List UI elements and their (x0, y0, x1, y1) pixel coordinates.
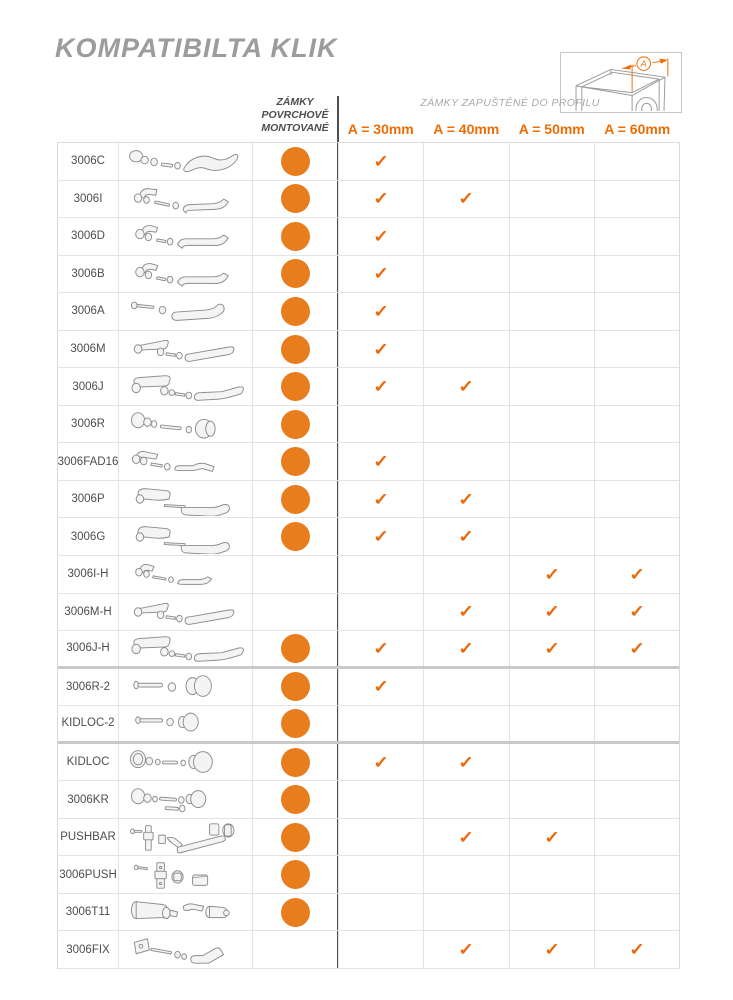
check-cell-a60mm (595, 518, 679, 555)
check-cell-a40mm (424, 931, 509, 968)
table-row (58, 631, 679, 669)
check-cell-a60mm (595, 894, 679, 931)
check-cell-a30mm (339, 256, 424, 293)
product-drawing (119, 781, 253, 818)
check-cell-a60mm (595, 819, 679, 856)
check-cell-a40mm (424, 181, 509, 218)
check-cell-a50mm (510, 706, 595, 741)
check-cell-a50mm (510, 931, 595, 968)
check-icon: ✓ (373, 489, 389, 509)
product-drawing (119, 481, 253, 518)
exploded-view-icon (123, 933, 249, 967)
surface-mount-cell (253, 594, 339, 631)
check-icon: ✓ (543, 827, 560, 847)
check-cell-a60mm (595, 443, 679, 480)
model-label: 3006I (58, 181, 119, 218)
check-cell-a40mm (424, 256, 509, 293)
check-cell-a60mm (595, 594, 679, 631)
check-cell-a30mm (339, 406, 424, 443)
size-column-header: A = 40mm (433, 121, 500, 137)
check-cell-a60mm (595, 293, 679, 330)
check-icon: ✓ (458, 940, 475, 960)
check-cell-a30mm (339, 518, 424, 555)
table-row (58, 706, 679, 744)
table-row (58, 181, 679, 219)
product-drawing (119, 443, 253, 480)
surface-mount-dot (281, 372, 310, 401)
product-drawing (119, 819, 253, 856)
check-icon: ✓ (373, 752, 389, 772)
exploded-view-icon (123, 482, 249, 516)
page-title: KOMPATIBILTA KLIK (55, 33, 338, 63)
product-drawing (119, 406, 253, 443)
check-cell-a50mm (510, 556, 595, 593)
check-icon: ✓ (543, 602, 560, 622)
table-row (58, 331, 679, 369)
check-cell-a50mm (510, 443, 595, 480)
table-row (58, 744, 679, 782)
surface-mount-cell (253, 406, 339, 443)
surface-mount-cell (253, 518, 339, 555)
table-row (58, 368, 679, 406)
check-icon: ✓ (373, 189, 389, 209)
surface-mount-dot (281, 522, 310, 551)
check-icon: ✓ (543, 564, 560, 584)
table-row (58, 669, 679, 707)
exploded-view-icon (123, 219, 249, 253)
surface-mount-cell (253, 556, 339, 593)
product-drawing (119, 331, 253, 368)
table-row (58, 481, 679, 519)
check-icon: ✓ (373, 677, 389, 697)
check-cell-a40mm (424, 406, 509, 443)
surface-mount-cell (253, 669, 339, 706)
model-label: 3006D (58, 218, 119, 255)
exploded-view-icon (123, 332, 249, 366)
surface-mount-cell (253, 744, 339, 781)
product-drawing (119, 856, 253, 893)
table-row (58, 556, 679, 594)
check-cell-a30mm (339, 819, 424, 856)
check-cell-a40mm (424, 368, 509, 405)
check-icon: ✓ (373, 527, 389, 547)
surface-mount-dot (281, 184, 310, 213)
check-cell-a30mm (339, 368, 424, 405)
check-icon: ✓ (458, 489, 475, 509)
check-cell-a30mm (339, 856, 424, 893)
check-icon: ✓ (458, 752, 475, 772)
size-column-header: A = 50mm (518, 121, 585, 137)
model-label: 3006R-2 (58, 669, 119, 706)
check-cell-a40mm (424, 631, 509, 666)
check-cell-a60mm (595, 181, 679, 218)
surface-mount-dot (281, 860, 310, 889)
table-row (58, 143, 679, 181)
dimension-a-label: A (640, 58, 647, 69)
exploded-view-icon (123, 595, 249, 629)
product-drawing (119, 556, 253, 593)
model-label: 3006T11 (58, 894, 119, 931)
check-cell-a40mm (424, 143, 509, 180)
check-cell-a50mm (510, 406, 595, 443)
exploded-view-icon (123, 407, 249, 441)
check-cell-a30mm (339, 931, 424, 968)
check-icon: ✓ (458, 377, 475, 397)
check-icon: ✓ (373, 339, 389, 359)
model-label: 3006I-H (58, 556, 119, 593)
surface-mounted-header: ZÁMKY POVRCHOVĚ MONTOVANÉ (261, 96, 329, 134)
check-cell-a50mm (510, 894, 595, 931)
check-cell-a30mm (339, 894, 424, 931)
model-label: 3006R (58, 406, 119, 443)
exploded-view-icon (123, 294, 249, 328)
check-cell-a60mm (595, 331, 679, 368)
check-cell-a40mm (424, 481, 509, 518)
size-column-header: A = 30mm (347, 121, 414, 137)
check-icon: ✓ (373, 226, 389, 246)
model-label: 3006P (58, 481, 119, 518)
surface-mount-cell (253, 218, 339, 255)
surface-mount-cell (253, 293, 339, 330)
exploded-view-icon (123, 858, 249, 892)
product-drawing (119, 894, 253, 931)
product-drawing (119, 293, 253, 330)
check-cell-a40mm (424, 706, 509, 741)
check-cell-a40mm (424, 856, 509, 893)
product-drawing (119, 706, 253, 741)
model-label: 3006FAD16 (58, 443, 119, 480)
check-cell-a40mm (424, 218, 509, 255)
check-cell-a40mm (424, 781, 509, 818)
check-cell-a30mm (339, 556, 424, 593)
surface-mount-dot (281, 447, 310, 476)
exploded-view-icon (123, 557, 249, 591)
surface-mount-cell (253, 443, 339, 480)
check-cell-a30mm (339, 744, 424, 781)
check-icon: ✓ (629, 638, 645, 658)
surface-mount-dot (281, 823, 310, 852)
model-label: 3006KR (58, 781, 119, 818)
check-cell-a60mm (595, 256, 679, 293)
check-icon: ✓ (629, 602, 645, 622)
check-cell-a60mm (595, 631, 679, 666)
check-cell-a60mm (595, 218, 679, 255)
check-icon: ✓ (458, 638, 475, 658)
check-cell-a30mm (339, 481, 424, 518)
product-drawing (119, 744, 253, 781)
check-cell-a50mm (510, 143, 595, 180)
table-row (58, 293, 679, 331)
model-label: 3006FIX (58, 931, 119, 968)
check-icon: ✓ (373, 377, 389, 397)
surface-mount-cell (253, 894, 339, 931)
check-cell-a50mm (510, 293, 595, 330)
model-label: 3006B (58, 256, 119, 293)
table-row (58, 856, 679, 894)
surface-mount-dot (281, 672, 310, 701)
check-icon: ✓ (458, 527, 475, 547)
surface-mount-dot (281, 410, 310, 439)
exploded-view-icon (123, 257, 249, 291)
exploded-view-icon (123, 783, 249, 817)
product-drawing (119, 594, 253, 631)
check-cell-a40mm (424, 293, 509, 330)
check-cell-a30mm (339, 594, 424, 631)
check-cell-a40mm (424, 556, 509, 593)
check-cell-a50mm (510, 368, 595, 405)
exploded-view-icon (123, 144, 249, 178)
check-cell-a40mm (424, 894, 509, 931)
check-cell-a40mm (424, 744, 509, 781)
check-cell-a30mm (339, 143, 424, 180)
surface-mount-cell (253, 331, 339, 368)
model-label: 3006J (58, 368, 119, 405)
check-cell-a30mm (339, 669, 424, 706)
surface-mount-dot (281, 485, 310, 514)
surface-mount-cell (253, 819, 339, 856)
surface-mount-dot (281, 297, 310, 326)
check-cell-a50mm (510, 744, 595, 781)
surface-mount-dot (281, 634, 310, 663)
check-icon: ✓ (373, 638, 389, 658)
exploded-view-icon (123, 670, 249, 704)
model-label: PUSHBAR (58, 819, 119, 856)
table-row (58, 218, 679, 256)
check-cell-a50mm (510, 518, 595, 555)
table-row (58, 781, 679, 819)
exploded-view-icon (123, 631, 249, 665)
model-label: 3006M (58, 331, 119, 368)
check-cell-a60mm (595, 143, 679, 180)
compatibility-table (57, 142, 680, 969)
check-cell-a60mm (595, 406, 679, 443)
model-label: 3006PUSH (58, 856, 119, 893)
product-drawing (119, 631, 253, 666)
size-column-headers (338, 117, 680, 141)
check-cell-a30mm (339, 331, 424, 368)
table-row (58, 406, 679, 444)
model-label: 3006G (58, 518, 119, 555)
model-label: 3006A (58, 293, 119, 330)
surface-mount-cell (253, 368, 339, 405)
check-icon: ✓ (629, 564, 645, 584)
check-cell-a30mm (339, 706, 424, 741)
check-cell-a40mm (424, 443, 509, 480)
check-cell-a50mm (510, 781, 595, 818)
check-icon: ✓ (373, 452, 389, 472)
exploded-view-icon (123, 706, 249, 740)
check-cell-a40mm (424, 669, 509, 706)
surface-mount-cell (253, 781, 339, 818)
check-cell-a60mm (595, 856, 679, 893)
check-cell-a50mm (510, 856, 595, 893)
surface-mount-cell (253, 143, 339, 180)
check-cell-a60mm (595, 931, 679, 968)
surface-mount-dot (281, 335, 310, 364)
check-cell-a50mm (510, 181, 595, 218)
check-cell-a50mm (510, 669, 595, 706)
check-cell-a50mm (510, 594, 595, 631)
surface-mount-cell (253, 706, 339, 741)
table-row (58, 819, 679, 857)
check-cell-a50mm (510, 218, 595, 255)
check-cell-a30mm (339, 443, 424, 480)
exploded-view-icon (123, 745, 249, 779)
check-cell-a30mm (339, 781, 424, 818)
check-cell-a60mm (595, 556, 679, 593)
table-row (58, 594, 679, 632)
exploded-view-icon (123, 370, 249, 404)
surface-mount-dot (281, 709, 310, 738)
product-drawing (119, 143, 253, 180)
check-cell-a60mm (595, 744, 679, 781)
check-cell-a40mm (424, 594, 509, 631)
exploded-view-icon (123, 445, 249, 479)
check-icon: ✓ (373, 264, 389, 284)
check-icon: ✓ (458, 602, 475, 622)
table-row (58, 443, 679, 481)
check-cell-a60mm (595, 368, 679, 405)
product-drawing (119, 931, 253, 968)
exploded-view-icon (123, 520, 249, 554)
check-cell-a60mm (595, 669, 679, 706)
table-row (58, 894, 679, 932)
check-icon: ✓ (458, 827, 475, 847)
table-row (58, 256, 679, 294)
exploded-view-icon (123, 182, 249, 216)
product-drawing (119, 181, 253, 218)
surface-mount-cell (253, 181, 339, 218)
check-cell-a60mm (595, 706, 679, 741)
surface-mount-dot (281, 785, 310, 814)
check-cell-a50mm (510, 631, 595, 666)
table-row (58, 931, 679, 969)
recessed-header: ZÁMKY ZAPUŠTĚNÉ DO PROFILU (420, 97, 600, 109)
product-drawing (119, 368, 253, 405)
check-cell-a30mm (339, 631, 424, 666)
model-label: KIDLOC-2 (58, 706, 119, 741)
check-cell-a40mm (424, 819, 509, 856)
exploded-view-icon (123, 895, 249, 929)
check-cell-a50mm (510, 331, 595, 368)
check-icon: ✓ (543, 940, 560, 960)
surface-mount-dot (281, 898, 310, 927)
surface-mount-cell (253, 631, 339, 666)
model-label: 3006M-H (58, 594, 119, 631)
check-icon: ✓ (543, 638, 560, 658)
check-icon: ✓ (373, 301, 389, 321)
check-icon: ✓ (373, 151, 389, 171)
model-label: 3006J-H (58, 631, 119, 666)
check-cell-a40mm (424, 518, 509, 555)
check-cell-a30mm (339, 218, 424, 255)
check-cell-a60mm (595, 481, 679, 518)
check-cell-a50mm (510, 481, 595, 518)
surface-mount-dot (281, 222, 310, 251)
check-cell-a60mm (595, 781, 679, 818)
surface-mount-cell (253, 931, 339, 968)
model-label: 3006C (58, 143, 119, 180)
surface-mount-dot (281, 259, 310, 288)
surface-mount-cell (253, 481, 339, 518)
product-drawing (119, 669, 253, 706)
check-cell-a50mm (510, 819, 595, 856)
product-drawing (119, 518, 253, 555)
check-icon: ✓ (458, 189, 475, 209)
product-drawing (119, 218, 253, 255)
check-icon: ✓ (629, 940, 645, 960)
check-cell-a30mm (339, 181, 424, 218)
size-column-header: A = 60mm (604, 121, 671, 137)
table-row (58, 518, 679, 556)
surface-mount-cell (253, 856, 339, 893)
exploded-view-icon (123, 820, 249, 854)
surface-mount-dot (281, 748, 310, 777)
model-label: KIDLOC (58, 744, 119, 781)
surface-mount-dot (281, 147, 310, 176)
check-cell-a40mm (424, 331, 509, 368)
check-cell-a30mm (339, 293, 424, 330)
surface-mount-cell (253, 256, 339, 293)
check-cell-a50mm (510, 256, 595, 293)
product-drawing (119, 256, 253, 293)
